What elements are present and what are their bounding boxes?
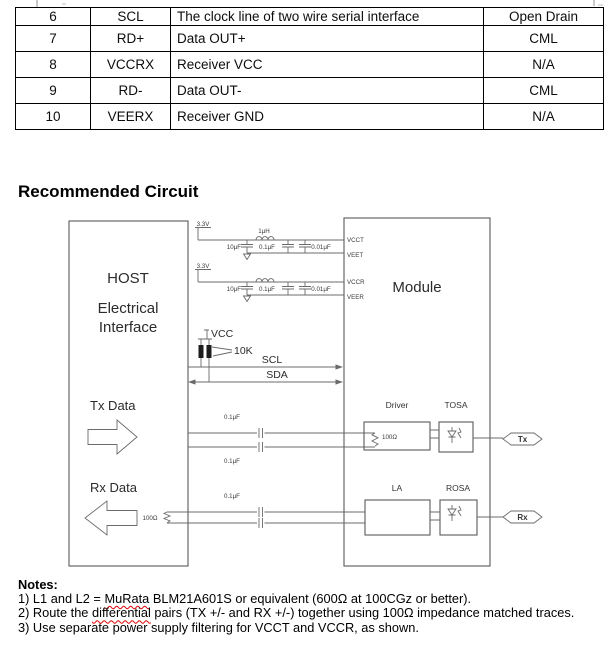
sda-label: SDA xyxy=(266,369,288,381)
table-cell-name: RD+ xyxy=(91,26,171,52)
table-cell-pin: 7 xyxy=(16,26,91,52)
vccr-power-filter xyxy=(195,263,365,302)
table-cell-pin: 10 xyxy=(16,104,91,130)
supply-voltage-label: 3.3V xyxy=(196,221,210,228)
pin-vccr: VCCR xyxy=(347,279,365,286)
arrowhead xyxy=(336,364,344,369)
cap-value-001uf: 0.01μF xyxy=(311,244,331,251)
pin-table xyxy=(15,7,604,130)
table-row xyxy=(16,78,604,104)
rx-port xyxy=(503,511,542,523)
inductor-value: 1μH xyxy=(258,228,270,235)
module-label: Module xyxy=(392,279,442,296)
driver-block xyxy=(364,400,430,450)
table-row xyxy=(16,52,604,78)
table-row xyxy=(16,8,604,26)
rx-coupling-caps xyxy=(167,493,365,528)
table-cell-name: VEERX xyxy=(91,104,171,130)
coupling-cap-value: 0.1μF xyxy=(224,414,240,421)
pullup-resistor xyxy=(207,345,212,358)
tx-port-label: Tx xyxy=(517,435,528,444)
table-cell-description: Data OUT- xyxy=(171,78,484,104)
coupling-cap-value: 0.1μF xyxy=(224,493,240,500)
rx-term-value: 100Ω xyxy=(142,515,158,522)
table-cell-name: RD- xyxy=(91,78,171,104)
pullup-resistor xyxy=(199,345,204,358)
supply-voltage-label: 3.3V xyxy=(196,263,210,270)
rosa-block xyxy=(430,483,503,535)
cap-value-01uf: 0.1μF xyxy=(259,244,275,251)
vcct-power-filter xyxy=(195,221,364,260)
note-item: 3) Use separate power supply filtering for VCCT and VCCR, as shown. xyxy=(18,619,419,635)
inductor-coil xyxy=(256,279,274,282)
ruler-artifact-right xyxy=(593,0,595,6)
tx-port xyxy=(503,433,542,445)
light-flash-icon xyxy=(458,428,461,438)
termination-resistor xyxy=(372,433,378,446)
table-cell-pin: 8 xyxy=(16,52,91,78)
rx-data-arrow xyxy=(85,480,170,535)
la-label: LA xyxy=(391,483,403,493)
table-row xyxy=(16,26,604,52)
pin-veer: VEER xyxy=(347,294,364,301)
cap-value-01uf: 0.1μF xyxy=(259,286,275,293)
spellcheck-underlined-word: MuRata xyxy=(104,591,150,607)
circuit-diagram xyxy=(0,208,610,576)
ground-symbol xyxy=(244,296,251,302)
left-arrow-shape xyxy=(85,501,137,535)
arrowhead xyxy=(188,379,196,384)
i2c-pullup-resistors xyxy=(198,328,253,382)
inductor-coil xyxy=(256,237,274,240)
note-item: 1) L1 and L2 = MuRata BLM21A601S or equivalent (600Ω at 100CGz or better). xyxy=(18,591,472,607)
ruler-artifact-left2 xyxy=(62,3,66,5)
table-cell-name: VCCRX xyxy=(91,52,171,78)
tx-data-arrow xyxy=(88,398,137,454)
driver-term-value: 100Ω xyxy=(382,434,397,441)
rx-data-label: Rx Data xyxy=(90,480,137,495)
notes-list xyxy=(18,592,574,635)
note-item: 2) Route the differential pairs (TX +/- and RX +/-) together using 100Ω impedance matched traces. xyxy=(18,605,575,621)
sda-line xyxy=(188,369,343,385)
right-arrow-shape xyxy=(88,420,137,454)
host-sublabel-2: Interface xyxy=(98,319,158,336)
notes-section xyxy=(18,578,574,635)
ruler-artifact-right2 xyxy=(598,4,603,6)
rx-port-label: Rx xyxy=(517,513,528,522)
ruler-artifact-left xyxy=(36,0,38,7)
vcc-label: VCC xyxy=(211,328,234,340)
la-block xyxy=(365,483,430,535)
light-flash-icon xyxy=(458,506,461,516)
table-cell-type: N/A xyxy=(484,52,604,78)
table-cell-type: Open Drain xyxy=(484,8,604,26)
tx-coupling-caps xyxy=(188,414,375,465)
driver-label: Driver xyxy=(385,400,409,410)
table-cell-pin: 6 xyxy=(16,8,91,26)
spellcheck-underlined-word: differential xyxy=(91,605,151,621)
table-cell-type: CML xyxy=(484,26,604,52)
table-cell-type: N/A xyxy=(484,104,604,130)
pin-vcct: VCCT xyxy=(347,237,364,244)
notes-heading: Notes: xyxy=(18,577,58,592)
pin-veet: VEET xyxy=(347,252,364,259)
coupling-cap-value: 0.1μF xyxy=(224,458,240,465)
termination-resistor xyxy=(164,512,170,523)
table-row xyxy=(16,104,604,130)
section-title: Recommended Circuit xyxy=(18,182,199,201)
ground-symbol xyxy=(244,254,251,260)
table-cell-type: CML xyxy=(484,78,604,104)
table-cell-description: Receiver GND xyxy=(171,104,484,130)
tosa-block xyxy=(430,400,503,452)
rosa-label: ROSA xyxy=(445,483,471,493)
host-sublabel-1: Electrical xyxy=(97,300,159,317)
host-label: HOST xyxy=(107,270,149,287)
tosa-label: TOSA xyxy=(444,400,468,410)
cap-value-10uf: 10μF xyxy=(226,244,241,251)
arrowhead xyxy=(336,379,344,384)
cap-value-001uf: 0.01μF xyxy=(311,286,331,293)
table-cell-description: Receiver VCC xyxy=(171,52,484,78)
pullup-value: 10K xyxy=(234,345,253,357)
pin-table-body xyxy=(16,8,604,130)
table-cell-name: SCL xyxy=(91,8,171,26)
module-box xyxy=(344,218,490,566)
tx-data-label: Tx Data xyxy=(90,398,136,413)
table-cell-description: The clock line of two wire serial interface xyxy=(171,8,484,26)
cap-value-10uf: 10μF xyxy=(226,286,241,293)
table-cell-description: Data OUT+ xyxy=(171,26,484,52)
scl-label: SCL xyxy=(261,354,283,366)
table-cell-pin: 9 xyxy=(16,78,91,104)
